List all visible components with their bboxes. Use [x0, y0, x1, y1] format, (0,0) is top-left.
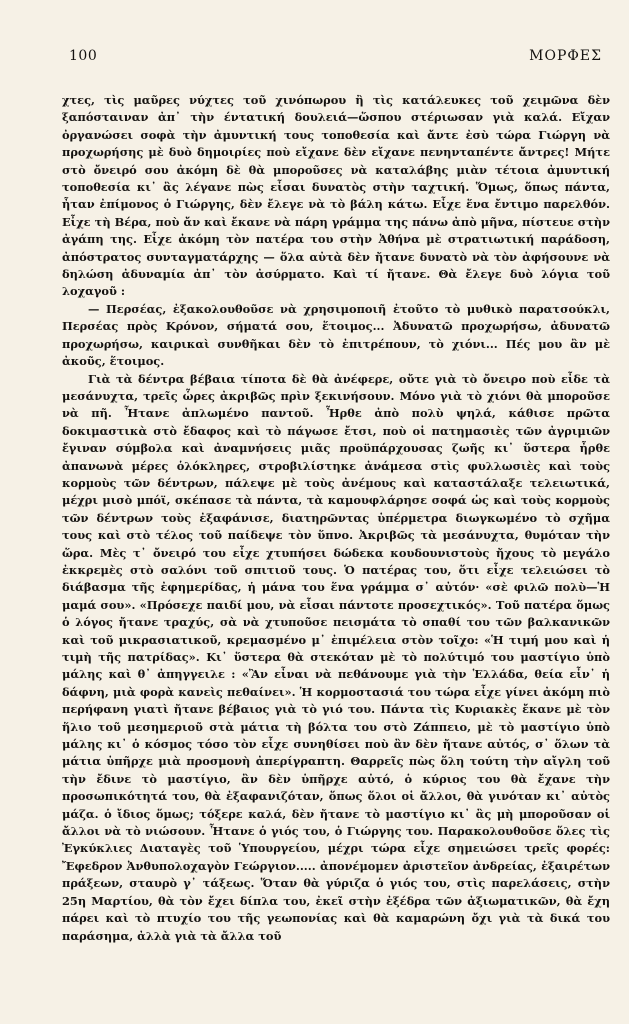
paragraph-radio-message: — Περσέας, ἐξακολουθοῦσε νὰ χρησιμοποιῆ ἐτοῦτο τὸ μυθικὸ παρατσούκλι, Περσέας πρὸς Κρόνον, σήματά σου, ἕτοιμος... Ἀδυνατῶ προχωρήσω, ἀδυνατῶ προχωρήσω, καιρικαὶ συνθῆκαι δὲν τὸ ἐπιτρέπουν, τὸ χιόνι... Πές μου ἂν μὲ ἀκοῦς, ἕτοιμος. — [62, 301, 610, 369]
paragraph-main: Γιὰ τὰ δέντρα βέβαια τίποτα δὲ θὰ ἀνέφερε, οὔτε γιὰ τὸ ὄνειρο ποὺ εἶδε τὰ μεσάνυχτα, τρεῖς ὧρες ἀκριβῶς πρὶν ξεκινήσουν. Μόνο γιὰ τὸ χιόνι θὰ μποροῦσε νὰ πῆ. Ἦτανε ἀπλωμένο παντοῦ. Ἦρθε ἀπὸ πολὺ ψηλά, κάθισε πρῶτα δοκιμαστικὰ στὸ ἔδαφος καὶ τὸ πάγωσε ἔτσι, ποὺ οἱ πατημασιὲς τῶν ἀγριμιῶν ἔγιναν σύμβολα καὶ ἀναμνήσεις μιᾶς προϋπάρχουσας ζωῆς κι᾽ ὕστερα ἦρθε ἀπανωνὰ μέρες ὁλόκληρες, στροβιλίστηκε ἀνάμεσα στὶς φυλλωσιὲς καὶ τοὺς κορμοὺς τῶν δέντρων, πάλεψε μὲ τοὺς ἀνέμους καὶ καταστάλαξε τελειωτικά, μέχρι μισὸ μπόϊ, σκέπασε τὰ πάντα, τὰ καμουφλάρησε σοφά ὡς καὶ τοὺς κορμοὺς τῶν δέντρων τοὺς ἐξαφάνισε, διατηρῶντας ὑπέρμετρα διωγκωμένο τὸ σχῆμα τους καὶ στὸ τέλος τοῦ παίδεψε τὸν ὕπνο. Ἀκριβῶς τὰ μεσάνυχτα, θυμόταν τὴν ὥρα. Μὲς τ᾽ ὄνειρό του εἶχε χτυπήσει δώδεκα κουδουνιστοὺς ἤχους τὸ μεγάλο ἐκκρεμὲς στὸ σαλόνι τοῦ σπιτιοῦ τους. Ὁ πατέρας του, ὅτι εἶχε τελειώσει τὸ διάβασμα τῆς ἐφημερίδας, ἡ μάνα του ἕνα γράμμα σ᾽ αὐτόν· «σὲ φιλῶ πολὺ—Ἡ μαμά σου». «Πρόσεχε παιδί μου, νὰ εἶσαι πάντοτε προσεχτικός». Τοῦ πατέρα ὅμως ὁ λόγος ἤτανε τραχύς, σὰ νὰ χτυποῦσε πεισμάτα τὸ σπαθί του τῶν βαλκανικῶν καὶ τοῦ μικρασιατικοῦ, κρεμασμένο μ᾽ ἐπιμέλεια στὸν τοῖχο: «Ἡ τιμή μου καὶ ἡ τιμὴ τῆς πατρίδας». Κι᾽ ὕστερα θὰ στεκόταν μὲ τὸ πολύτιμό του μαστίγιο ὑπὸ μάλης καὶ θ᾽ ἀπηγγειλε : «Ἂν εἶναι νὰ πεθάνουμε γιὰ τὴν Ἑλλάδα, θεία εἶν᾽ ἡ δάφνη, μιὰ φορὰ κανεὶς πεθαίνει». Ἡ κορμοστασιά του τώρα εἶχε γίνει ἀκόμη πιὸ περήφανη γιατὶ ἤτανε βέβαιος γιὰ τὸ γιό του. Πάντα τὶς Κυριακὲς ἔκανε μὲ τὸν ἥλιο τοῦ μεσημεριοῦ στὰ μάτια τὴ βόλτα του στὸ Ζάππειο, μὲ τὸ μαστίγιο ὑπὸ μάλης κι᾽ ὁ κόσμος τόσο τὸν εἶχε συνηθίσει ποὺ ἂν δὲν ἤτανε αὐτός, σ᾽ ὅλων τὰ μάτια ὑπῆρχε μιὰ προσμονὴ ἀπερίγραπτη. Θαρρεῖς πὼς ὅλη τούτη τὴν αἴγλη τοῦ τὴν ἔδινε τὸ μαστίγιο, ἂν δὲν ὑπῆρχε αὐτό, ὁ κύριος του θὰ ἔχανε τὴν προσωπικότητά του, θὰ ἐξαφανιζόταν, ὅπως ὅλοι οἱ ἄλλοι, θὰ γινόταν κι᾽ αὐτὸς μάζα. ὁ ἴδιος ὅμως; τόξερε καλά, δὲν ἤτανε τὸ μαστίγιο κι᾽ ἂς μὴ μποροῦσαν οἱ ἄλλοι νὰ τὸ νιώσουν. Ἦτανε ὁ γιός του, ὁ Γιώργης του. Παρακολουθοῦσε ὅλες τὶς Ἐγκύκλιες Διαταγὲς τοῦ Ὑπουργείου, μέχρι τώρα εἶχε σημειώσει τρεῖς φορές: Ἔφεδρον Ἀνθυπολοχαγὸν Γεώργιον..... ἀπονέμομεν ἀριστεῖον ἀνδρείας, ἐξαιρέτων πράξεων, σταυρὸ γ᾽ τάξεως. Ὅταν θὰ γύριζα ὁ γιός του, στὶς παρελάσεις, στὴν 25η Μαρτίου, θὰ τὸν ἔχει δίπλα του, ἐκεῖ στὴν ἐξέδρα τῶν ἀξιωματικῶν, θὰ ἔχη πάρει καὶ τὸ πτυχίο του τῆς γεωπονίας καὶ θὰ καμαρώνη ὄχι γιὰ τὰ δικά του παράσημα, ἀλλὰ γιὰ τὰ ἄλλα τοῦ — [62, 371, 610, 943]
page-header — [0, 48, 629, 72]
body-text — [62, 92, 610, 945]
running-title: ΜΟΡΦΕΣ — [529, 48, 602, 64]
paragraph-continued: χτες, τὶς μαῦρες νύχτες τοῦ χινόπωρου ἢ τὶς κατάλευκες τοῦ χειμῶνα δὲν ξαπόσταιναν ἀπ᾽ τὴν έντατική δουλειά—ὥσπου στέριωσαν γιὰ καλά. Εἴχαν ὀργανώσει σοφὰ τὴν ἀμυντική τους τοποθεσία καὶ ἄντε ἐσὺ τώρα Γιώργη νὰ προχωρήσης μὲ δυὸ δημοιρίες ποὺ εἴχανε δὲν εἴχανε πενηνταπέντε ἄντρες! Μήτε στὸ ὄνειρό σου ἀκόμη δὲ θὰ μποροῦσες νὰ καταλάβης μιὰν τέτοια ἀμυντική τοποθεσία κι᾽ ἂς λέγανε πὼς εἶσαι δυνατὸς στὴν ταχτική. Ὅμως, ὅπως πάντα, ἦταν ἐπίμονος ὁ Γιώργης, δὲν ἔλεγε νὰ τὸ βάλη κάτω. Εἶχε ἕνα ἔντιμο παρελθόν. Εἶχε τὴ Βέρα, ποὺ ἄν καὶ ἔκανε νὰ πάρη γράμμα της πάνω ἀπὸ μῆνα, πίστευε στὴν ἀγάπη της. Εἶχε ἀκόμη τὸν πατέρα του στὴν Ἀθήνα μὲ στρατιωτική παράδοση, ἀπόστρατος συνταγματάρχης — ὅλα αὐτὰ δὲν ἤτανε δυνατὸ νὰ τὸν ἀφήσουνε νὰ δηλώση ἀδυναμία ἀπ᾽ τὸν ἀσύρματο. Καὶ τί ἤτανε. Θὰ ἔλεγε δυὸ λόγια τοῦ λοχαγοῦ : — [62, 93, 610, 299]
page-number: 100 — [69, 48, 98, 64]
